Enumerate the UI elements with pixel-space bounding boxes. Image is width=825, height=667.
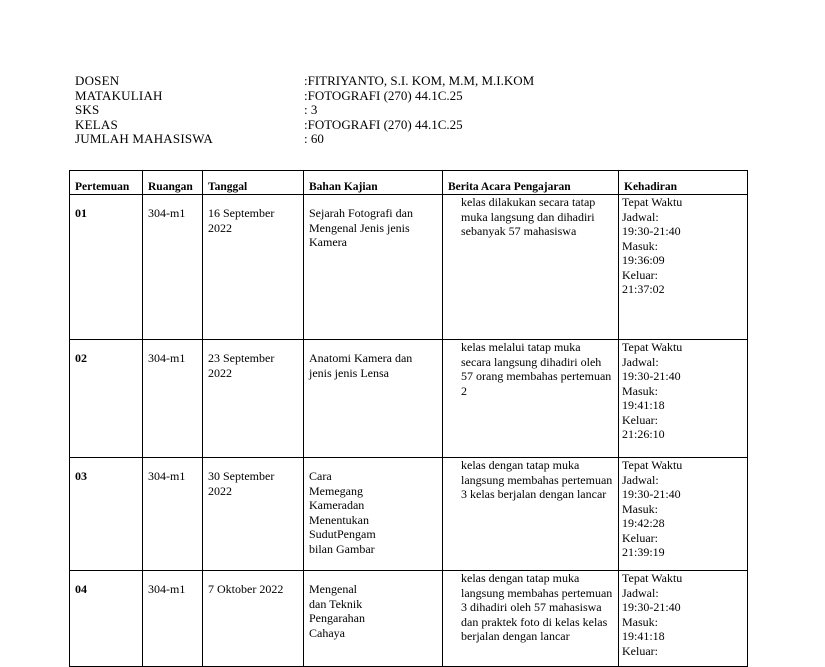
kehadiran-line: Keluar: (622, 267, 658, 282)
kehadiran-line: Jadwal: (622, 472, 659, 487)
cell-tanggal: 16 September 2022 (203, 195, 304, 340)
cell-bahan-kajian: Sejarah Fotografi dan Mengenal Jenis jenis Kamera (304, 195, 443, 340)
cell-kehadiran (619, 195, 748, 340)
cell-bahan-kajian: Anatomi Kamera dan jenis jenis Lensa (304, 340, 443, 458)
info-label: MATAKULIAH (75, 87, 163, 103)
kehadiran-line: Masuk: (622, 383, 658, 398)
kehadiran-line: Masuk: (622, 501, 658, 516)
cell-berita-acara: kelas dengan tatap muka langsung membahas pertemuan 3 kelas berjalan dengan lancar (443, 458, 619, 571)
info-label: KELAS (75, 116, 118, 132)
column-header-bahan-kajian: Bahan Kajian (304, 171, 443, 195)
cell-bahan-kajian (304, 458, 443, 571)
kehadiran-line: 21:26:10 (622, 427, 665, 441)
kehadiran-line: 21:37:02 (622, 282, 665, 296)
kehadiran-line: Tepat Waktu (622, 571, 683, 585)
kehadiran-line: 21:39:19 (622, 545, 665, 559)
cell-pertemuan: 02 (70, 340, 143, 458)
cell-bahan-kajian (304, 571, 443, 667)
info-value: :FOTOGRAFI (270) 44.1C.25 (304, 87, 463, 103)
info-value: : 60 (304, 131, 324, 146)
kehadiran-line: Keluar: (622, 530, 658, 545)
bahan-line: bilan Gambar (309, 541, 375, 556)
table-row (70, 195, 748, 340)
kehadiran-line: Keluar: (622, 412, 658, 427)
bahan-line: Cara (309, 469, 332, 483)
cell-kehadiran (619, 571, 748, 667)
cell-ruangan: 304-m1 (143, 571, 203, 667)
kehadiran-line: 19:30-21:40 (622, 224, 681, 238)
kehadiran-line: Tepat Waktu (622, 458, 683, 472)
info-value: :FOTOGRAFI (270) 44.1C.25 (304, 116, 463, 132)
cell-tanggal: 30 September 2022 (203, 458, 304, 571)
column-header-kehadiran: Kehadiran (619, 171, 748, 195)
bahan-line: Cahaya (309, 625, 345, 640)
info-value: : 3 (304, 102, 318, 117)
info-label: JUMLAH MAHASISWA (75, 131, 213, 146)
kehadiran-line: 19:41:18 (622, 629, 665, 643)
column-header-berita-acara: Berita Acara Pengajaran (443, 171, 619, 195)
bahan-line: Memegang (309, 483, 363, 498)
kehadiran-line: Masuk: (622, 614, 658, 629)
cell-ruangan: 304-m1 (143, 458, 203, 571)
info-label: DOSEN (75, 73, 120, 88)
kehadiran-line: Tepat Waktu (622, 340, 683, 354)
cell-berita-acara: kelas dilakukan secara tatap muka langsung dan dihadiri sebanyak 57 mahasiswa (443, 195, 619, 340)
cell-pertemuan: 04 (70, 571, 143, 667)
bahan-line: Kameradan (309, 498, 365, 512)
table-row (70, 571, 748, 667)
kehadiran-line: 19:41:18 (622, 398, 665, 412)
cell-berita-acara: kelas melalui tatap muka secara langsung dihadiri oleh 57 orang membahas pertemuan 2 (443, 340, 619, 458)
cell-tanggal: 23 September 2022 (203, 340, 304, 458)
cell-berita-acara: kelas dengan tatap muka langsung membahas pertemuan 3 dihadiri oleh 57 mahasiswa dan praktek foto di kelas kelas berjalan dengan lancar (443, 571, 619, 667)
kehadiran-line: Keluar: (622, 643, 658, 658)
kehadiran-line: 19:30-21:40 (622, 369, 681, 383)
kehadiran-line: Jadwal: (622, 585, 659, 600)
info-value: :FITRIYANTO, S.I. KOM, M.M, M.I.KOM (304, 73, 535, 88)
kehadiran-line: 19:30-21:40 (622, 487, 681, 501)
info-label: SKS (75, 102, 100, 117)
kehadiran-line: Masuk: (622, 238, 658, 253)
column-header-tanggal: Tanggal (203, 171, 304, 195)
kehadiran-line: 19:30-21:40 (622, 600, 681, 614)
table-header-row (70, 171, 748, 195)
cell-ruangan: 304-m1 (143, 340, 203, 458)
bahan-line: Menentukan (309, 512, 369, 527)
column-header-ruangan: Ruangan (143, 171, 203, 195)
bahan-line: Pengarahan (309, 611, 365, 625)
attendance-table (69, 170, 748, 667)
bahan-line: Mengenal (309, 582, 357, 596)
cell-kehadiran (619, 340, 748, 458)
kehadiran-line: 19:42:28 (622, 516, 665, 530)
column-header-pertemuan: Pertemuan (70, 171, 143, 195)
bahan-line: dan Teknik (309, 596, 363, 611)
cell-ruangan: 304-m1 (143, 195, 203, 340)
kehadiran-line: 19:36:09 (622, 253, 665, 267)
cell-pertemuan: 01 (70, 195, 143, 340)
bahan-line: SudutPengam (309, 527, 376, 541)
cell-kehadiran (619, 458, 748, 571)
kehadiran-line: Tepat Waktu (622, 195, 683, 209)
cell-tanggal: 7 Oktober 2022 (203, 571, 304, 667)
cell-pertemuan: 03 (70, 458, 143, 571)
kehadiran-line: Jadwal: (622, 354, 659, 369)
table-row (70, 458, 748, 571)
kehadiran-line: Jadwal: (622, 209, 659, 224)
table-row (70, 340, 748, 458)
